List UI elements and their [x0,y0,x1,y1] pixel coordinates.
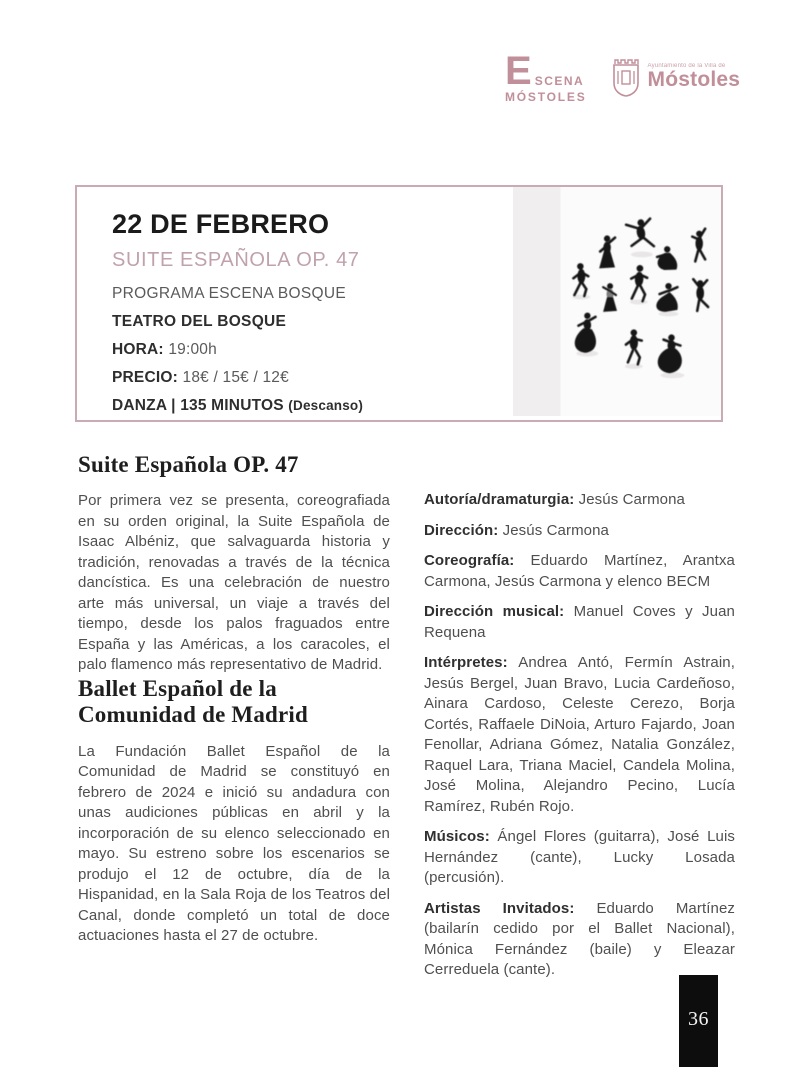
dancers-photo [513,187,721,416]
escena-logo-word: SCENA [534,73,585,88]
section2-title-line1: Ballet Español de la [78,675,277,701]
credit-entry [424,827,735,889]
event-card-text [112,209,492,415]
credit-label: Dirección musical: [424,603,565,620]
credit-label: Dirección: [424,521,499,539]
credit-value: Eduardo Martínez (bailarín cedido por el Ballet Nacional), Mónica Fernández (baile) y Eleazar Cerreduela (cante). [424,899,735,978]
credit-value: Manuel Coves y Juan Requena [424,603,735,641]
city-logo-smalltext: Ayuntamiento de la Villa de [647,62,726,69]
section2-paragraph: La Fundación Ballet Español de la Comunidad de Madrid se constituyó en febrero de 2024 e inició su andadura con unas audiciones públicas en abril y la incorporación de su elenco seleccionado en mayo. Su estreno sobre los escenarios se produjo el 12 de octubre, día de la Hispanidad, en la Sala Roja de los Teatros del Canal, donde completó un total de doce actuaciones hasta el 27 de octubre. [78,742,390,945]
genre-text: DANZA | 135 MINUTOS [112,397,284,414]
credit-value: Jesús Carmona [578,491,685,508]
credit-label: Intérpretes: [424,654,508,671]
event-venue: TEATRO DEL BOSQUE [112,313,287,330]
dancers-photo-image [513,187,721,416]
price-value: 18€ / 15€ / 12€ [182,369,289,386]
credit-entry [424,899,735,981]
event-program: PROGRAMA ESCENA BOSQUE [112,285,346,302]
credit-label: Coreografía: [424,552,515,569]
time-value: 19:00h [168,341,217,358]
section2-title-line2: Comunidad de Madrid [78,702,309,728]
escena-logo-letter: E [505,49,532,93]
left-column [78,452,390,947]
credit-value: Ángel Flores (guitarra), José Luis Hernández (cante), Lucky Losada (percusión). [424,828,735,886]
event-time-row [112,341,492,359]
credit-value: Andrea Antó, Fermín Astrain, Jesús Bergel, Juan Bravo, Lucia Cardeñoso, Ainara Cardoso, Celeste Cerezo, Borja Cortés, Raffaele DiNoia, Arturo Fajardo, Joan Fenollar, Adriana Gómez, Natalia González, Raquel Lara, Triana Maciel, Candela Molina, José Molina, Alejandro Pecino, Lucía Ramírez, Rubén Rojo. [424,654,735,815]
credit-entry [424,521,735,542]
time-label: HORA: [112,341,164,358]
city-shield-icon [611,55,641,99]
escena-logo-city: MÓSTOLES [505,89,587,104]
credit-value: Jesús Carmona [502,521,609,539]
page-number: 36 [688,1008,709,1030]
credit-entry [424,602,735,643]
genre-note: (Descanso) [288,398,364,413]
city-logo-name: Móstoles [647,67,741,91]
credit-label: Músicos: [424,828,490,845]
event-genre-row [112,397,492,415]
event-title: SUITE ESPAÑOLA OP. 47 [112,249,360,271]
credit-entry [424,653,735,817]
section1-paragraph: Por primera vez se presenta, coreografiada en su orden original, la Suite Española de Isaac Albéniz, que salvaguarda historia y tradición, renovadas a través de la técnica dancística. Es una celebración de nuestro arte más universal, un viaje a través del tiempo, desde los palos fraguados entre España y las Américas, a los caracoles, el palo flamenco más representativo de Madrid. [78,492,390,674]
event-price-row [112,369,492,387]
page-number-box [679,975,718,1067]
credits-column [424,490,735,991]
credit-value: Eduardo Martínez, Arantxa Carmona, Jesús Carmona y elenco BECM [424,552,735,590]
event-date: 22 DE FEBRERO [112,209,330,239]
credit-label: Artistas Invitados: [424,899,575,917]
section2-title [78,676,390,729]
event-card [75,185,723,422]
price-label: PRECIO: [112,369,178,386]
section1-title: Suite Española OP. 47 [78,452,299,477]
credit-entry [424,551,735,592]
header-logos [505,49,741,117]
credit-entry [424,490,735,511]
credit-label: Autoría/dramaturgia: [424,491,575,508]
escena-mostoles-logo [505,49,587,104]
ayuntamiento-mostoles-logo [611,55,741,99]
